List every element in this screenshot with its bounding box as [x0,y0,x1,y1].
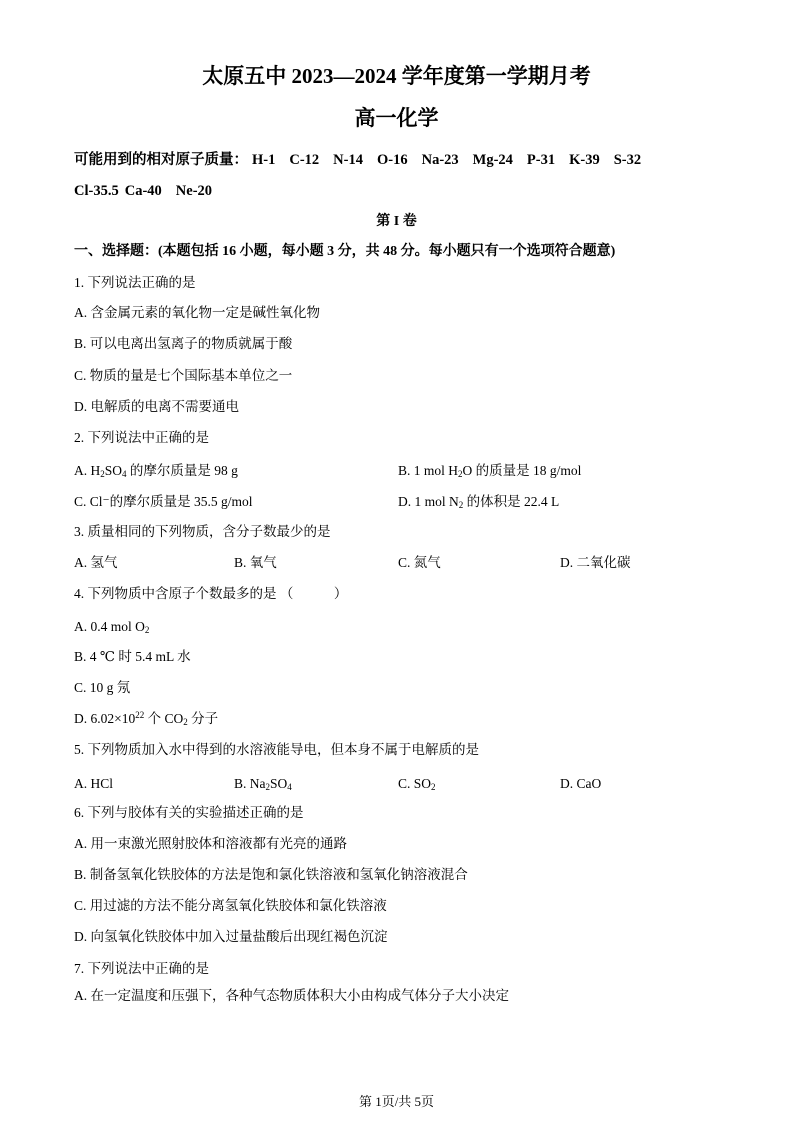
atomic-mass: O-16 [376,152,408,168]
question-option: A. 0.4 mol $O_2$ [74,619,150,635]
atomic-mass: H-1 [252,152,276,168]
question-option: D. 电解质的电离不需要通电 [74,399,239,414]
atomic-mass: C-12 [289,152,320,168]
exam-title: 太原五中 2023—2024 学年度第一学期月考 [202,64,591,88]
question-stem: 1. 下列说法正确的是 [74,275,196,290]
atomic-mass-label: 可能用到的相对原子质量： [74,152,248,168]
exam-subject: 高一化学 [354,106,439,130]
question-option: A. 含金属元素的氧化物一定是碱性氧化物 [74,305,320,320]
question-option: C. Cl⁻的摩尔质量是 35.5 g/mol [74,494,253,509]
atomic-mass: Mg-24 [472,152,513,168]
atomic-mass: S-32 [613,152,642,168]
atomic-mass: N-14 [333,152,363,168]
question-option: A. $H_2SO_4$ 的摩尔质量是 98 g [74,463,238,479]
question-stem: 7. 下列说法中正确的是 [74,961,209,976]
question-option: D. CaO [560,776,602,791]
question-stem: 2. 下列说法中正确的是 [74,430,209,445]
question-stem: 3. 质量相同的下列物质，含分子数最少的是 [74,524,331,539]
question-option: C. $SO_2$ [398,776,436,792]
atomic-mass: Ne-20 [175,183,213,199]
question-option: C. 用过滤的方法不能分离氢氧化铁胶体和氯化铁溶液 [74,898,387,913]
question-stem: 5. 下列物质加入水中得到的水溶液能导电，但本身不属于电解质的是 [74,742,479,757]
question-option: D. 二氧化碳 [560,555,631,570]
question-option: D. $6.02\times 10^{22}$ 个 $CO_2$ 分子 [74,710,219,727]
volume-label: 第 I 卷 [376,214,417,229]
atomic-mass-row-1 [74,151,655,169]
question-option: D. 1 mol $N_2$ 的体积是 22.4 L [398,494,560,510]
question-option: A. 氢气 [74,555,118,570]
question-option: B. 可以电离出氢离子的物质就属于酸 [74,336,293,351]
question-option: C. 物质的量是七个国际基本单位之一 [74,368,293,383]
question-option: B. 氧气 [234,555,277,570]
question-option: A. 用一束激光照射胶体和溶液都有光亮的通路 [74,836,347,851]
atomic-mass: Ca-40 [124,183,162,199]
atomic-mass: Cl-35.5 [74,183,119,199]
question-option: B. 1 mol $H_2O$ 的质量是 18 g/mol [398,463,582,479]
question-option: C. 氮气 [398,555,441,570]
atomic-mass: P-31 [526,152,556,168]
section-heading: 一、选择题：(本题包括 16 小题，每小题 3 分，共 48 分。每小题只有一个选项符合题意) [74,244,616,259]
atomic-mass: K-39 [569,152,600,168]
question-option: C. 10 g 氖 [74,680,131,695]
question-option: A. HCl [74,776,114,791]
page-footer: 第 1页/共 5页 [358,1094,435,1109]
atomic-mass: Na-23 [421,152,459,168]
question-option: D. 向氢氧化铁胶体中加入过量盐酸后出现红褐色沉淀 [74,929,388,944]
question-option: B. $Na_2SO_4$ [234,776,292,792]
question-option: A. 在一定温度和压强下，各种气态物质体积大小由构成气体分子大小决定 [74,988,509,1003]
question-stem: 6. 下列与胶体有关的实验描述正确的是 [74,805,304,820]
question-option: B. 制备氢氧化铁胶体的方法是饱和氯化铁溶液和氢氧化钠溶液混合 [74,867,468,882]
question-stem: 4. 下列物质中含原子个数最多的是 （ ） [74,586,348,601]
atomic-mass-row-2 [74,182,226,200]
question-option: B. 4 ℃ 时 5.4 mL 水 [74,649,191,664]
